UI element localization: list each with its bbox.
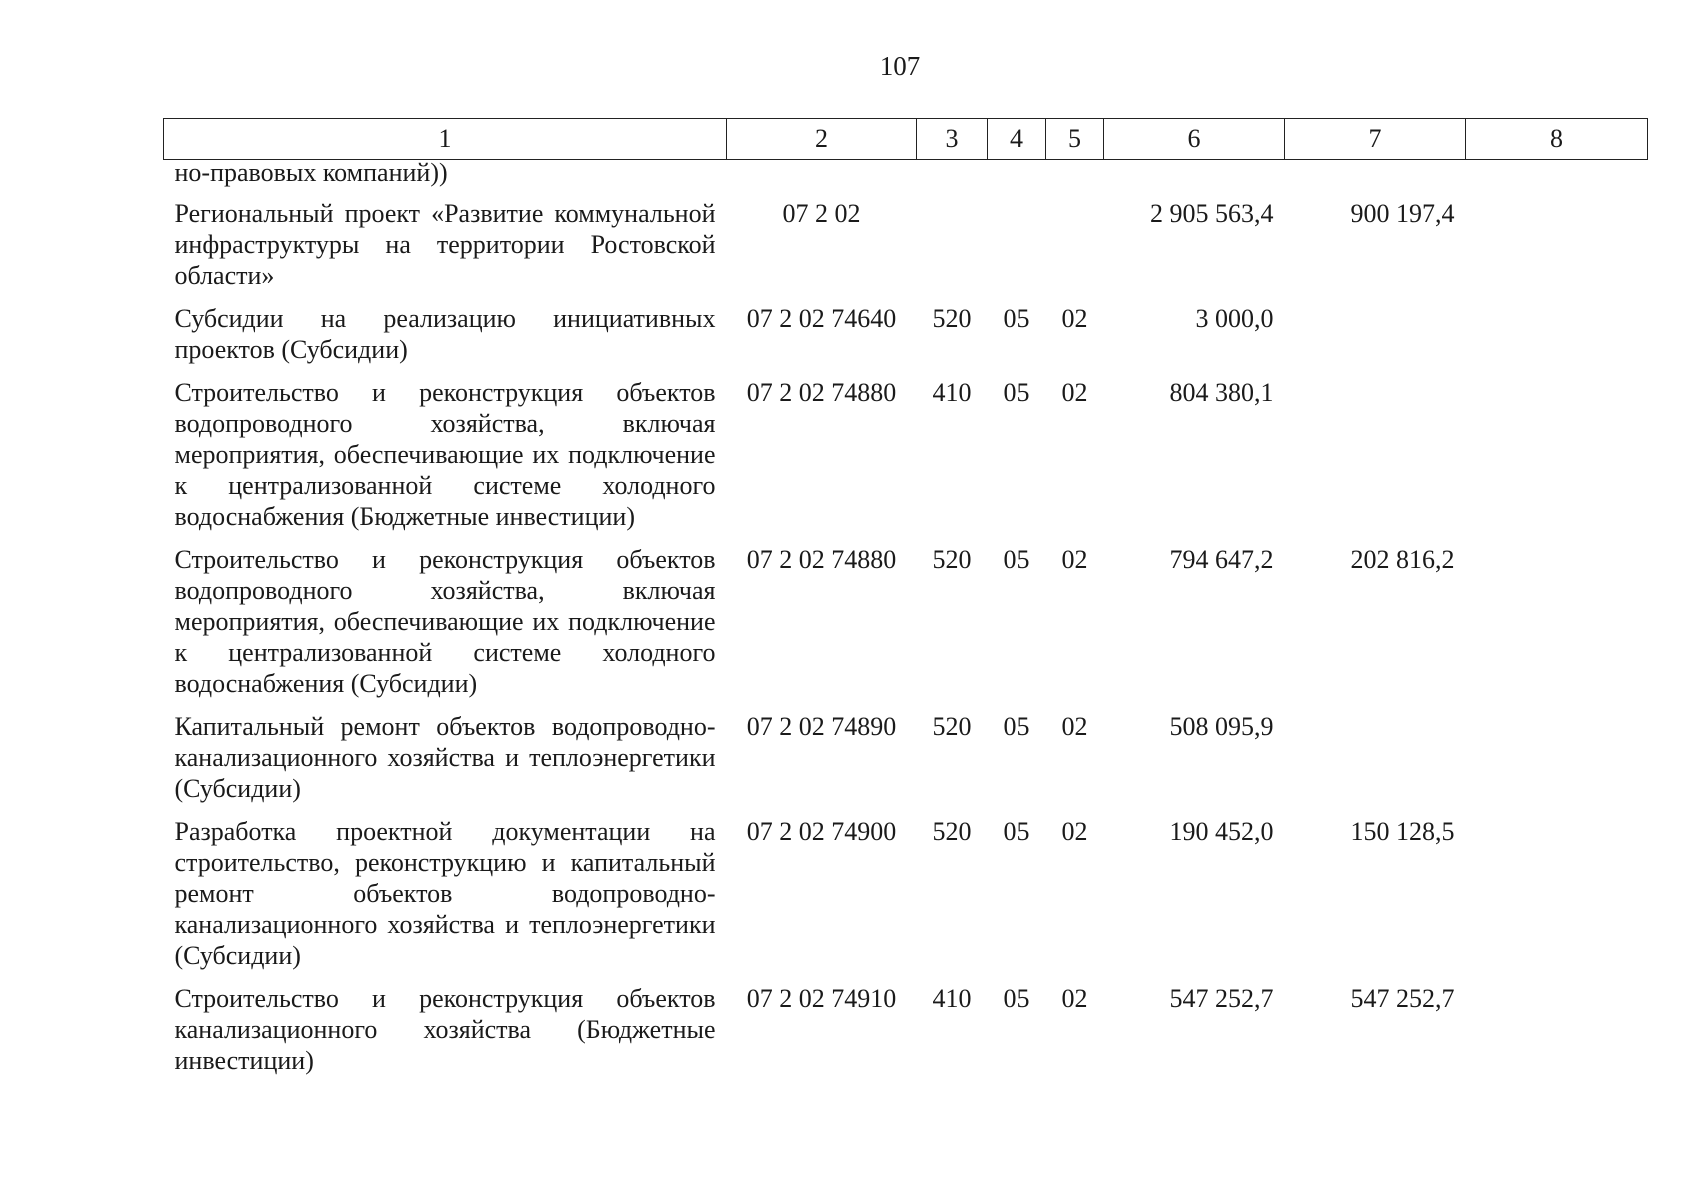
row-amount-col8 [1466,303,1648,377]
table-row [164,544,1648,711]
row-expense-type: 520 [932,817,972,846]
row-description: Региональный проект «Развитие коммунальной инфраструктуры на территории Ростовской области» [174,199,716,290]
row-target-code: 07 2 02 74910 [746,984,897,1013]
row-amount-col8 [1466,816,1648,983]
row-expense-type: 520 [932,712,972,741]
row-amount-col6: 804 380,1 [1169,378,1274,407]
row-amount-col8 [1466,983,1648,1088]
row-description: Строительство и реконструкция объектов водопроводного хозяйства, включая мероприятия, обеспечивающие их подключение к централизованной системе холодного водоснабжения (Субсидии) [174,545,716,698]
row-target-code: 07 2 02 [782,199,861,228]
row-subsection: 02 [1061,712,1088,741]
row-amount-col6: 794 647,2 [1169,545,1274,574]
row-section: 05 [1003,545,1030,574]
row-amount-col7 [1285,711,1466,816]
row-expense-type [917,160,988,199]
row-description: Строительство и реконструкция объектов канализационного хозяйства (Бюджетные инвестиции) [174,984,716,1075]
row-section: 05 [1003,712,1030,741]
row-amount-col7: 150 128,5 [1350,817,1455,846]
row-subsection: 02 [1061,378,1088,407]
row-amount-col6: 190 452,0 [1169,817,1274,846]
table-row [164,303,1648,377]
row-amount-col7 [1285,377,1466,544]
row-target-code: 07 2 02 74640 [746,304,897,333]
table-row [164,816,1648,983]
row-section: 05 [1003,817,1030,846]
row-amount-col6: 2 905 563,4 [1150,199,1274,228]
row-target-code: 07 2 02 74880 [746,545,897,574]
row-description: Субсидии на реализацию инициативных проектов (Субсидии) [174,304,716,364]
row-amount-col6: 508 095,9 [1169,712,1274,741]
row-description: но-правовых компаний)) [174,158,448,187]
row-amount-col6 [1104,160,1285,199]
column-header: 8 [1466,119,1648,160]
column-header: 4 [988,119,1046,160]
budget-table [163,118,1648,1088]
row-amount-col7: 547 252,7 [1350,984,1455,1013]
table-row [164,983,1648,1088]
table-row [164,377,1648,544]
row-amount-col6: 3 000,0 [1195,304,1274,333]
row-amount-col8 [1466,160,1648,199]
column-header: 3 [917,119,988,160]
table-row [164,160,1648,199]
row-amount-col8 [1466,544,1648,711]
row-description: Разработка проектной документации на строительство, реконструкцию и капитальный ремонт объектов водопроводно-канализационного хозяйства и теплоэнергетики (Субсидии) [174,817,716,970]
row-target-code: 07 2 02 74880 [746,378,897,407]
column-header: 2 [727,119,917,160]
row-subsection: 02 [1061,304,1088,333]
row-subsection: 02 [1061,984,1088,1013]
row-section [988,160,1046,199]
row-subsection [1046,198,1104,303]
row-section: 05 [1003,378,1030,407]
page-number: 107 [879,51,921,81]
row-amount-col7 [1285,303,1466,377]
row-amount-col8 [1466,711,1648,816]
row-description: Строительство и реконструкция объектов водопроводного хозяйства, включая мероприятия, обеспечивающие их подключение к централизованной системе холодного водоснабжения (Бюджетные инвестиции) [174,378,716,531]
row-section: 05 [1003,304,1030,333]
row-description: Капитальный ремонт объектов водопроводно-канализационного хозяйства и теплоэнергетики (Субсидии) [174,712,716,803]
table-body [164,160,1648,1089]
row-amount-col7 [1285,160,1466,199]
row-subsection: 02 [1061,817,1088,846]
column-header: 5 [1046,119,1104,160]
table-row [164,198,1648,303]
row-expense-type: 410 [932,984,972,1013]
row-expense-type: 520 [932,545,972,574]
row-section: 05 [1003,984,1030,1013]
column-header: 1 [164,119,727,160]
row-amount-col8 [1466,377,1648,544]
row-amount-col7: 900 197,4 [1350,199,1455,228]
row-expense-type: 520 [932,304,972,333]
table-row [164,711,1648,816]
row-expense-type [917,198,988,303]
column-header: 7 [1285,119,1466,160]
table-header-row [164,119,1648,160]
row-target-code: 07 2 02 74890 [746,712,897,741]
row-amount-col7: 202 816,2 [1350,545,1455,574]
row-target-code [727,160,917,199]
row-subsection: 02 [1061,545,1088,574]
row-amount-col6: 547 252,7 [1169,984,1274,1013]
row-section [988,198,1046,303]
row-expense-type: 410 [932,378,972,407]
row-target-code: 07 2 02 74900 [746,817,897,846]
row-subsection [1046,160,1104,199]
column-header: 6 [1104,119,1285,160]
row-amount-col8 [1466,198,1648,303]
